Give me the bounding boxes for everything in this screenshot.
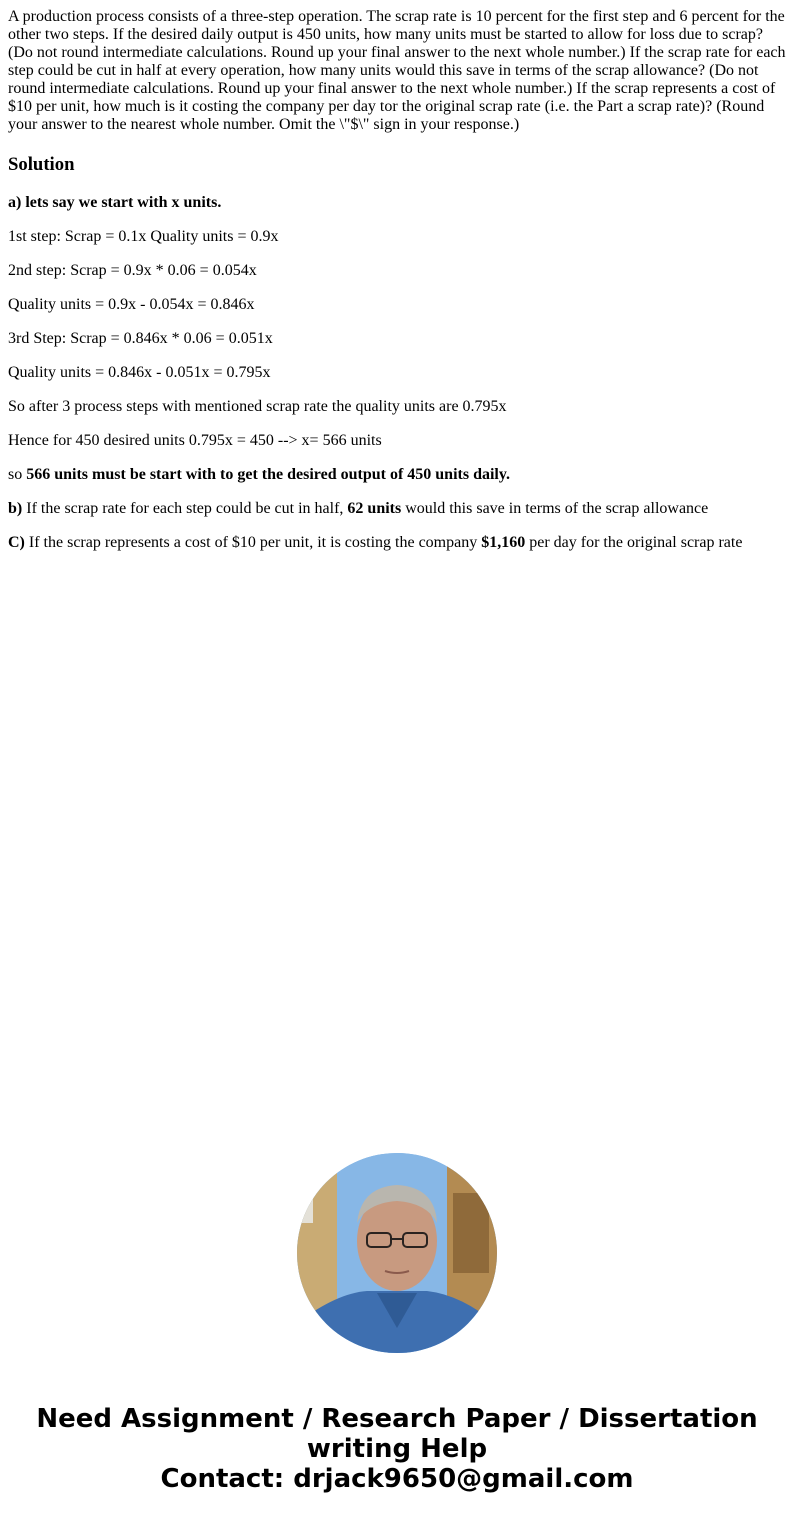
avatar [297,1153,497,1353]
part-b-text-after: would this save in terms of the scrap allowance [401,500,709,517]
part-b-label: b) [8,500,23,517]
step-line: Quality units = 0.9x - 0.054x = 0.846x [8,296,255,313]
conclusion-prefix: so [8,466,27,483]
conclusion-bold: 566 units must be start with to get the desired output of 450 units daily. [26,466,510,483]
part-c-label: C) [8,534,25,551]
part-c-text-after: per day for the original scrap rate [525,534,743,551]
step-line: Hence for 450 desired units 0.795x = 450 --> x= 566 units [8,432,382,449]
conclusion-line [8,466,788,484]
avatar-portrait-image [297,1153,497,1353]
step-line: 3rd Step: Scrap = 0.846x * 0.06 = 0.051x [8,330,273,347]
part-a-heading [8,194,788,212]
promo-banner [0,1404,794,1494]
promo-line-1: Need Assignment / Research Paper / Dissertation [36,1404,758,1434]
part-c-text-before: If the scrap represents a cost of $10 per unit, it is costing the company [24,534,482,551]
step-line: 1st step: Scrap = 0.1x Quality units = 0.9x [8,228,279,245]
part-c-bold: $1,160 [481,534,526,551]
part-b-text-before: If the scrap rate for each step could be cut in half, [22,500,348,517]
step-line: So after 3 process steps with mentioned scrap rate the quality units are 0.795x [8,398,507,415]
part-b-bold: 62 units [347,500,402,517]
document-content [8,8,788,552]
step-line: 2nd step: Scrap = 0.9x * 0.06 = 0.054x [8,262,257,279]
part-c-answer [8,534,788,552]
question-text: A production process consists of a three-step operation. The scrap rate is 10 percent for the first step and 6 percent for the other two steps. If the desired daily output is 450 units, how many units must be started to allow for loss due to scrap? (Do not round intermediate calculations. Round up your final answer to the next whole number.) If the scrap rate for each step could be cut in half at every operation, how many units would this save in terms of the scrap allowance? (Do not round intermediate calculations. Round up your final answer to the next whole number.) If the scrap represents a cost of $10 per unit, how much is it costing the company per day tor the original scrap rate (i.e. the Part a scrap rate)? (Round your answer to the nearest whole number. Omit the \"$\" sign in your response.) [8,8,786,133]
promo-contact-line: Contact: drjack9650@gmail.com [160,1464,634,1494]
step-line: Quality units = 0.846x - 0.051x = 0.795x [8,364,271,381]
part-a-heading-text: a) lets say we start with x units. [8,194,222,211]
part-b-answer [8,500,788,518]
solution-heading: Solution [8,154,75,175]
promo-line-2: writing Help [306,1434,488,1464]
